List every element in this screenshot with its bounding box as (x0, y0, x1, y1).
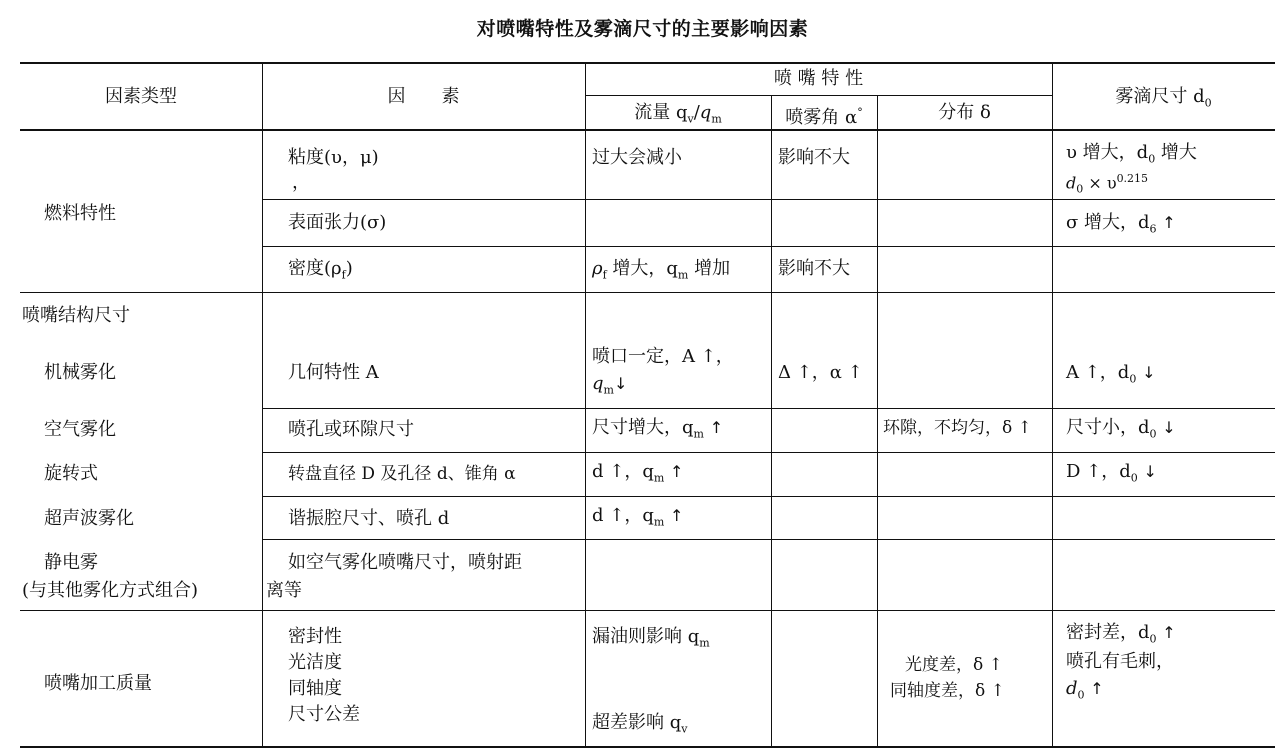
header-factor: 因 素 (387, 86, 460, 107)
factor-finish: 光洁度 (288, 652, 342, 673)
distribution-air: 环隙，不均匀，δ ↑ (883, 418, 1032, 438)
rule-rotary-bottom (262, 496, 1275, 497)
factor-ultrasonic: 谐振腔尺寸、喷孔 d (288, 508, 450, 529)
droplet-surface-tension: σ 增大，$d_6$ ↑ (1066, 212, 1176, 236)
col-rule-3 (771, 95, 772, 748)
col-rule-4 (877, 95, 878, 748)
flow-mechanical-1: 喷口一定，A ↑， (592, 346, 734, 367)
droplet-viscosity-2: $d_0 \times \upsilon^{0.215}$ (1066, 172, 1149, 196)
col-rule-2 (585, 62, 586, 748)
factor-hole-gap: 喷孔或环隙尺寸 (288, 419, 414, 440)
flow-ultrasonic: d ↑，$q_m$ ↑ (592, 505, 684, 529)
droplet-quality-1: 密封差，$d_0$ ↑ (1066, 622, 1176, 646)
header-distribution: 分布 δ (938, 102, 991, 123)
droplet-mechanical: A ↑，$d_0$ ↓ (1066, 362, 1156, 386)
factor-geometry: 几何特性 A (288, 362, 379, 383)
table-title: 对喷嘴特性及雾滴尺寸的主要影响因素 (476, 18, 809, 40)
droplet-rotary: D ↑，$d_0$ ↓ (1066, 461, 1157, 485)
type-air-atomization: 空气雾化 (44, 419, 116, 440)
factor-density: 密度$(\rho_f)$ (288, 258, 353, 282)
bottom-rule (20, 746, 1275, 748)
rule-ultra-bottom (262, 539, 1275, 540)
type-rotary: 旋转式 (44, 463, 98, 484)
rule-mech-bottom (262, 408, 1275, 409)
factor-electrostatic-2: 离等 (266, 580, 302, 601)
rule-surface-bottom (262, 246, 1275, 247)
rule-air-bottom (262, 452, 1275, 453)
droplet-air: 尺寸小，$d_0$ ↓ (1066, 417, 1176, 441)
type-fuel: 燃料特性 (44, 203, 116, 224)
header-spray-angle: 喷雾角 α° (785, 106, 863, 128)
type-mechanical: 机械雾化 (44, 362, 116, 383)
type-ultrasonic: 超声波雾化 (44, 508, 134, 529)
droplet-viscosity-1: υ 增大，$d_0$ 增大 (1066, 142, 1197, 166)
flow-quality-2: 超差影响 $q_v$ (592, 712, 688, 736)
flow-mechanical-2: $q_m↓$ (592, 373, 628, 397)
header-droplet-size: 雾滴尺寸 $d_0$ (1115, 86, 1212, 110)
col-rule-5 (1052, 62, 1053, 748)
flow-density: $\rho_f$ 增大，$q_m$ 增加 (592, 258, 731, 282)
factor-viscosity-mark: ， (292, 172, 310, 193)
header-factor-type: 因素类型 (105, 86, 177, 107)
factor-surface-tension: 表面张力(σ) (288, 212, 387, 233)
distribution-finish: 光度差，δ ↑ (905, 655, 1003, 675)
factor-viscosity: 粘度(υ，μ) (288, 147, 379, 168)
flow-viscosity: 过大会减小 (592, 147, 682, 168)
top-rule (20, 62, 1275, 64)
type-structure: 喷嘴结构尺寸 (22, 305, 130, 326)
rule-fuel-bottom (20, 292, 1275, 293)
droplet-quality-3: $d_0$ ↑ (1066, 678, 1104, 702)
factor-electrostatic-1: 如空气雾化喷嘴尺寸，喷射距 (288, 552, 522, 573)
rule-structure-bottom (20, 610, 1275, 611)
header-flow: 流量 $q_v/q_m$ (634, 102, 722, 126)
angle-density: 影响不大 (778, 258, 850, 279)
type-electrostatic-1: 静电雾 (44, 552, 98, 573)
angle-mechanical: Δ ↑，α ↑ (778, 362, 863, 383)
flow-rotary: d ↑，$q_m$ ↑ (592, 461, 684, 485)
flow-air: 尺寸增大，$q_m$ ↑ (592, 417, 724, 441)
col-rule-1 (262, 62, 263, 748)
header-nozzle-characteristics: 喷 嘴 特 性 (773, 68, 864, 89)
angle-viscosity: 影响不大 (778, 147, 850, 168)
factor-sealing: 密封性 (288, 626, 342, 647)
type-quality: 喷嘴加工质量 (44, 673, 152, 694)
factor-coaxiality: 同轴度 (288, 678, 342, 699)
factor-tolerance: 尺寸公差 (288, 704, 360, 725)
factor-rotary: 转盘直径 D 及孔径 d、锥角 α (288, 464, 516, 484)
header-mid-rule (585, 95, 1052, 96)
type-electrostatic-2: (与其他雾化方式组合) (22, 580, 199, 601)
droplet-quality-2: 喷孔有毛刺， (1066, 651, 1174, 672)
distribution-coaxiality: 同轴度差，δ ↑ (890, 681, 1005, 701)
flow-quality-1: 漏油则影响 $q_m$ (592, 626, 710, 650)
